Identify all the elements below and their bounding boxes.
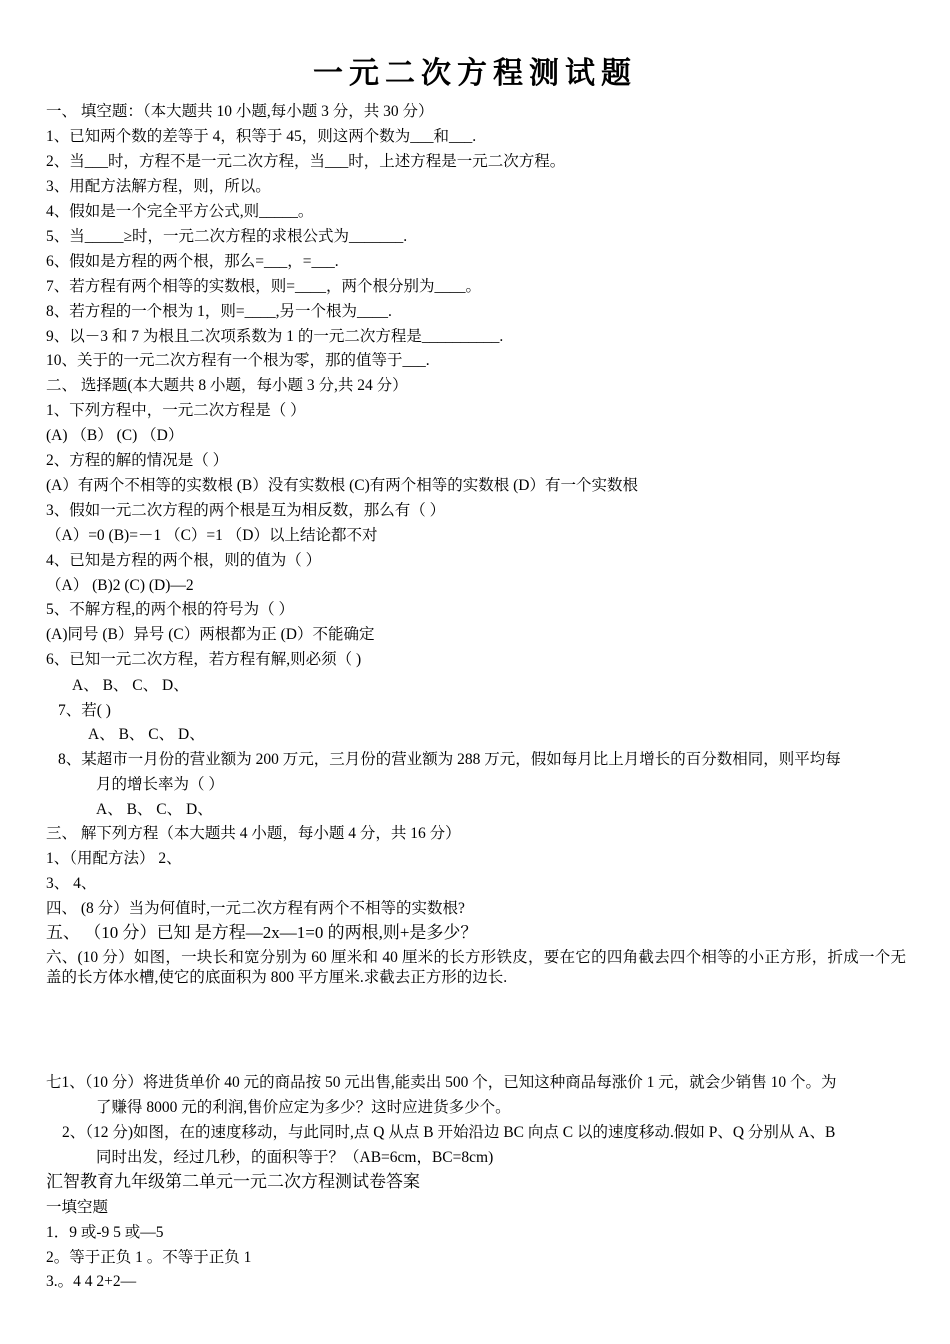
fill-question: 9、以－3 和 7 为根且二次项系数为 1 的一元二次方程是__________. (46, 328, 504, 345)
section-five: 五、 （10 分）已知 是方程—2x—1=0 的两根,则+是多少？ (46, 923, 478, 942)
choice-question: 8、某超市一月份的营业额为 200 万元，三月份的营业额为 288 万元，假如每月比上月增长的百分数相同，则平均每 (58, 751, 841, 768)
choice-question: 6、已知一元二次方程，若方程有解,则必须（ ) (46, 651, 362, 668)
answers-title: 汇智教育九年级第二单元一元二次方程测试卷答案 (46, 1172, 420, 1191)
fill-question: 6、假如是方程的两个根，那么=___，=___. (46, 253, 339, 270)
choice-question: 7、若( ) (58, 702, 111, 719)
solve-problems-row: 1、（用配方法） 2、 (46, 850, 182, 867)
choice-options: A、 B、 C、 D、 (88, 726, 205, 743)
fill-question: 4、假如是一个完全平方公式,则_____。 (46, 203, 314, 220)
answer-item: 2。等于正负 1 。不等于正负 1 (46, 1249, 252, 1266)
fill-question: 2、当___时，方程不是一元二次方程，当___时，上述方程是一元二次方程。 (46, 153, 566, 170)
section-six: 六、(10 分）如图，一块长和宽分别为 60 厘米和 40 厘米的长方形铁皮，要在它的四角截去四个相等的小正方形，折成一个无盖的长方体水槽,使它的底面积为 800 平方厘米.求截去正方形的边长. (46, 949, 906, 986)
answer-item: 3.。4 4 2+2— (46, 1273, 137, 1290)
choice-options: (A)同号 (B）异号 (C）两根都为正 (D）不能确定 (46, 626, 375, 643)
choice-question: 4、已知是方程的两个根，则的值为（ ） (46, 552, 322, 569)
choice-options: （A） (B)2 (C) (D)—2 (46, 577, 194, 594)
choice-question-continued: 月的增长率为（ ） (96, 776, 224, 793)
fill-question: 10、关于的一元二次方程有一个根为零，那的值等于___. (46, 352, 430, 369)
choice-question: 3、假如一元二次方程的两个根是互为相反数，那么有（ ） (46, 502, 446, 519)
section-choice-heading: 二、 选择题(本大题共 8 小题，每小题 3 分,共 24 分） (46, 377, 408, 394)
choice-options: A、 B、 C、 D、 (96, 801, 213, 818)
page-title: 一元二次方程测试题 (313, 56, 637, 91)
choice-question: 2、方程的解的情况是（ ） (46, 452, 229, 469)
choice-question: 1、下列方程中，一元二次方程是（ ） (46, 402, 306, 419)
section-four: 四、 (8 分）当为何值时,一元二次方程有两个不相等的实数根? (46, 900, 465, 917)
choice-options: (A) （B） (C) （D） (46, 427, 184, 444)
fill-question: 1、已知两个数的差等于 4，积等于 45，则这两个数为___和___. (46, 128, 477, 145)
solve-problems-row: 3、 4、 (46, 875, 97, 892)
choice-options: A、 B、 C、 D、 (72, 677, 189, 694)
section-seven-q1-continued: 了赚得 8000 元的利润,售价应定为多少？这时应进货多少个。 (96, 1099, 511, 1116)
choice-options: （A）=0 (B)=－1 （C）=1 （D）以上结论都不对 (46, 527, 378, 544)
answer-item: 1．9 或-9 5 或—5 (46, 1224, 164, 1241)
section-seven-q1: 七1、（10 分）将进货单价 40 元的商品按 50 元出售,能卖出 500 个，已知这种商品每涨价 1 元，就会少销售 10 个。为 (46, 1074, 837, 1091)
section-seven-q2: 2、（12 分)如图，在的速度移动，与此同时,点 Q 从点 B 开始沿边 BC 向点 C 以的速度移动.假如 P、Q 分别从 A、B (62, 1124, 836, 1141)
section-fill-heading: 一、 填空题：（本大题共 10 小题,每小题 3 分，共 30 分） (46, 103, 434, 120)
choice-question: 5、不解方程,的两个根的符号为（ ） (46, 601, 295, 618)
fill-question: 5、当_____≥时，一元二次方程的求根公式为_______. (46, 228, 408, 245)
section-solve-heading: 三、 解下列方程（本大题共 4 小题，每小题 4 分，共 16 分） (46, 825, 461, 842)
answers-subheading: 一填空题 (46, 1199, 109, 1216)
section-seven-q2-continued: 同时出发，经过几秒，的面积等于？（AB=6cm，BC=8cm) (96, 1149, 494, 1166)
fill-question: 3、用配方法解方程，则，所以。 (46, 178, 271, 195)
fill-question: 8、若方程的一个根为 1，则=____,另一个根为____. (46, 303, 392, 320)
fill-question: 7、若方程有两个相等的实数根，则=____，两个根分别为____。 (46, 278, 481, 295)
choice-options: (A）有两个不相等的实数根 (B）没有实数根 (C)有两个相等的实数根 (D）有一个实数根 (46, 477, 638, 494)
